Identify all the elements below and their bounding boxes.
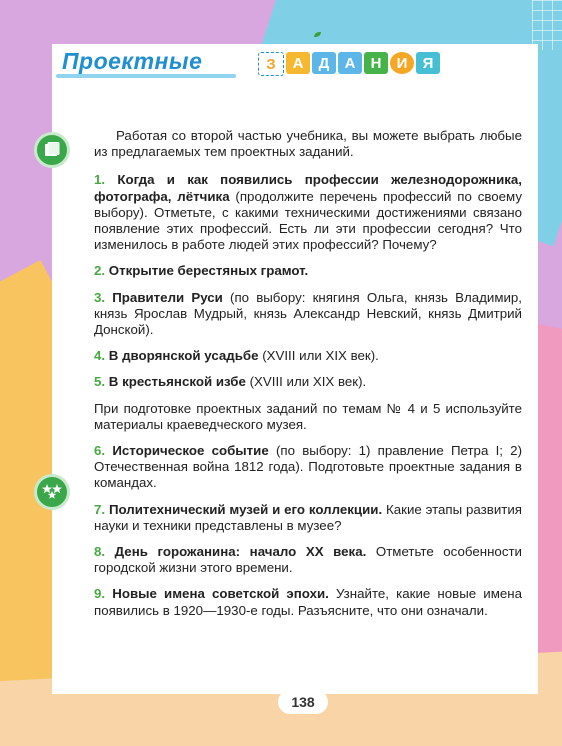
task-item-8 [94, 544, 522, 576]
task-number: 1. [94, 172, 106, 188]
task-number: 3. [94, 289, 106, 305]
task-text: (по выбору: княгиня Ольга, князь Владимир, князь Ярослав Мудрый, князь Александр Невский, князь Дмитрий Донской). [94, 289, 522, 338]
task-text: (по выбору: 1) правление Петра I; 2) Отечественная война 1812 года). Подготовьте проектные задания в командах. [94, 443, 522, 491]
task-item-1 [94, 172, 522, 253]
task-title: В дворянской усадьбе [108, 348, 259, 364]
stars-icon [34, 474, 70, 510]
stars-glyph [41, 482, 63, 502]
task-number: 2. [94, 263, 106, 279]
task-item-9 [94, 586, 522, 618]
bg-grid-pattern [532, 0, 562, 50]
task-title: Когда и как появились профессии железнодорожника, фотографа, лётчика [94, 172, 522, 204]
task-title: Политехнический музей и его коллекции. [108, 501, 383, 517]
book-icon [34, 132, 70, 168]
task-title: Историческое событие [112, 443, 269, 459]
note-paragraph: При подготовке проектных заданий по темам № 4 и 5 используйте материалы краеведческого музея. [94, 400, 522, 432]
task-title: В крестьянской избе [108, 374, 246, 390]
letter-tile: З [258, 52, 284, 76]
task-item-5 [94, 374, 522, 390]
task-number: 6. [94, 443, 106, 459]
task-text: Узнайте, какие новые имена появились в 1920—1930-е годы. Разъясните, что они означали. [94, 586, 523, 618]
task-text: Отметьте особенности городской жизни этого времени. [94, 544, 522, 576]
task-text: (XVIII или XIX век). [258, 348, 379, 364]
letter-tile: Д [312, 52, 336, 74]
task-item-6 [94, 443, 522, 492]
task-text: (XVIII или XIX век). [245, 374, 367, 390]
task-item-2 [94, 263, 522, 279]
letter-tile: А [338, 52, 362, 74]
task-title: День горожанина: начало XX века. [114, 544, 367, 560]
task-title: Правители Руси [112, 289, 223, 305]
intro-paragraph: Работая со второй частью учебника, вы можете выбрать любые из предлагаемых тем проектных заданий. [94, 128, 522, 160]
section-title: Проектные [62, 48, 203, 74]
task-title: Открытие берестяных грамот. [108, 263, 309, 279]
task-text: Какие этапы развития науки и техники представлены в музее? [94, 501, 522, 533]
task-number: 8. [94, 544, 106, 560]
title-letter-tiles [258, 52, 440, 76]
title-underline [56, 74, 236, 78]
book-glyph [43, 142, 61, 158]
task-number: 7. [94, 501, 106, 517]
task-number: 5. [94, 374, 106, 390]
main-text [94, 128, 522, 629]
task-item-3 [94, 290, 522, 339]
letter-tile: А [286, 52, 310, 74]
task-number: 9. [94, 586, 106, 602]
page-number: 138 [278, 690, 328, 714]
letter-tile: Я [416, 52, 440, 74]
task-item-4 [94, 348, 522, 364]
letter-tile: Н [364, 52, 388, 74]
task-item-7 [94, 502, 522, 534]
letter-tile: И [390, 52, 414, 74]
task-text: (продолжите перечень профессий по своему выбору). Отметьте, с какими техническими достижениями связано появление этих профессий. Есть ли эти профессии сегодня? Что изменилось в работе людей этих профессий? Почему? [94, 188, 523, 253]
task-number: 4. [94, 348, 106, 364]
task-title: Новые имена советской эпохи. [112, 586, 329, 602]
